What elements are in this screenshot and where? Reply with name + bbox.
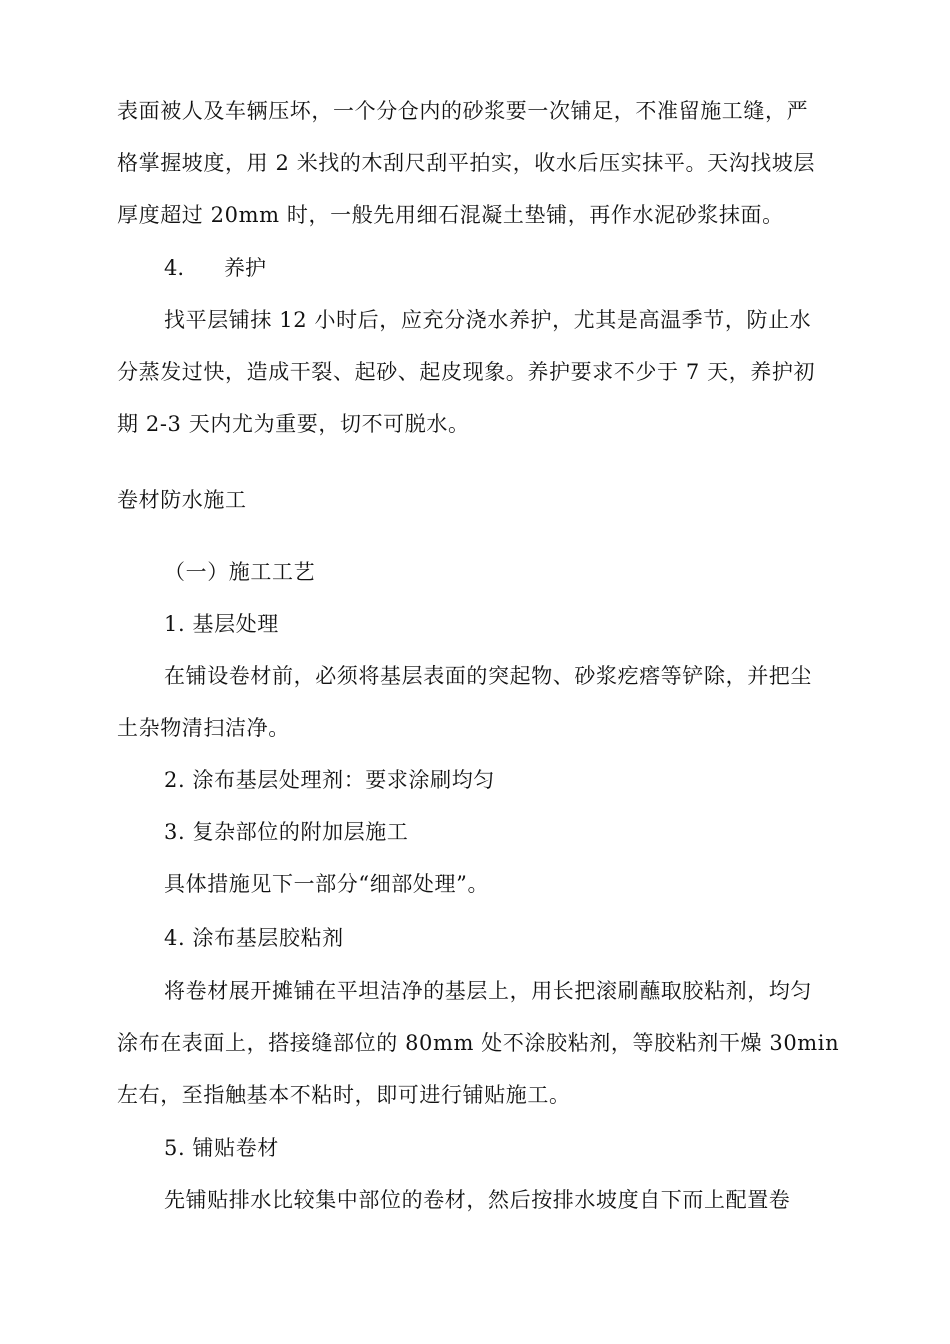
section-title: 卷材防水施工: [117, 488, 247, 512]
step-title: 1. 基层处理: [164, 612, 279, 636]
step-title: 2. 涂布基层处理剂：要求涂刷均匀: [164, 768, 495, 792]
paragraph-line: 左右，至指触基本不粘时，即可进行铺贴施工。: [117, 1083, 571, 1107]
paragraph-line: 具体措施见下一部分“细部处理”。: [164, 872, 490, 896]
paragraph-line: 找平层铺抹 12 小时后，应充分浇水养护，尤其是高温季节，防止水: [164, 308, 812, 332]
paragraph-line: 涂布在表面上，搭接缝部位的 80mm 处不涂胶粘剂，等胶粘剂干燥 30min: [117, 1031, 840, 1055]
paragraph-line: 分蒸发过快，造成干裂、起砂、起皮现象。养护要求不少于 7 天，养护初: [117, 360, 816, 384]
step-title: 5. 铺贴卷材: [164, 1136, 279, 1160]
paragraph-line: 厚度超过 20mm 时，一般先用细石混凝土垫铺，再作水泥砂浆抹面。: [117, 203, 784, 227]
subsection-title: （一）施工工艺: [164, 560, 316, 584]
heading-number: 4.: [164, 256, 185, 280]
step-title: 4. 涂布基层胶粘剂: [164, 926, 344, 950]
paragraph-line: 期 2-3 天内尤为重要，切不可脱水。: [117, 412, 470, 436]
step-title: 3. 复杂部位的附加层施工: [164, 820, 409, 844]
paragraph-line: 在铺设卷材前，必须将基层表面的突起物、砂浆疙瘩等铲除，并把尘: [164, 664, 812, 688]
paragraph-line: 土杂物清扫洁净。: [117, 716, 290, 740]
paragraph-line: 格掌握坡度，用 2 米找的木刮尺刮平拍实，收水后压实抹平。天沟找坡层: [117, 151, 816, 175]
paragraph-line: 先铺贴排水比较集中部位的卷材，然后按排水坡度自下而上配置卷: [164, 1188, 791, 1212]
paragraph-line: 表面被人及车辆压坏，一个分仓内的砂浆要一次铺足，不准留施工缝，严: [117, 99, 809, 123]
paragraph-line: 将卷材展开摊铺在平坦洁净的基层上，用长把滚刷蘸取胶粘剂，均匀: [164, 979, 812, 1003]
heading-title: 养护: [224, 256, 266, 280]
